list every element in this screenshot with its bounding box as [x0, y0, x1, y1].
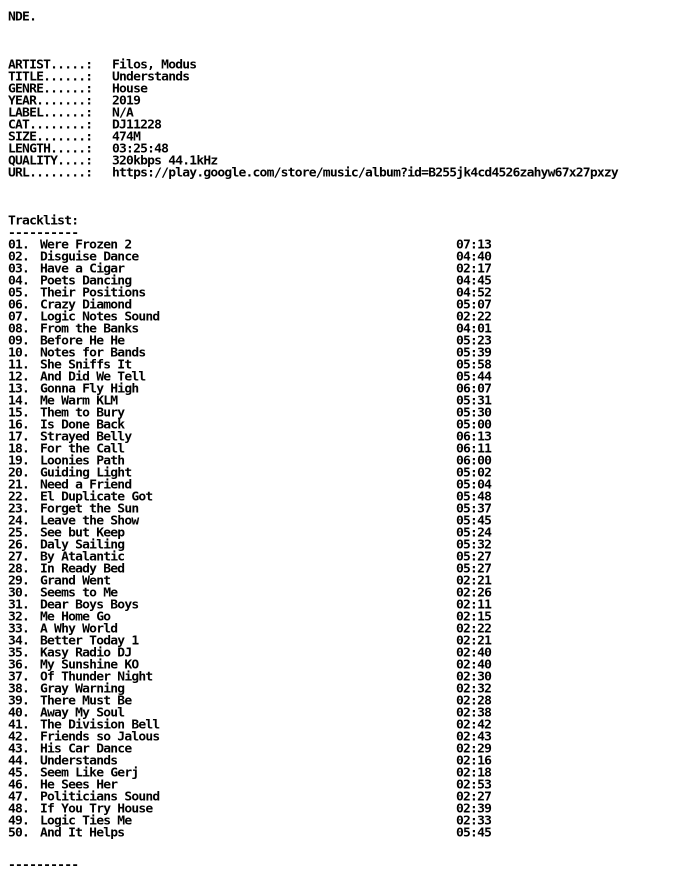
track-duration: 07:13	[456, 238, 492, 252]
meta-value: https://play.google.com/store/music/album?id=B255jk4cd4526zahyw67x27pxzy	[112, 166, 618, 180]
track-number: 07.	[8, 310, 30, 324]
track-title: From the Banks	[40, 322, 139, 336]
track-title: Loonies Path	[40, 454, 125, 468]
track-title: She Sniffs It	[40, 358, 132, 372]
track-title: The Division Bell	[40, 718, 160, 732]
track-number: 32.	[8, 610, 30, 624]
track-number: 23.	[8, 502, 30, 516]
track-number: 35.	[8, 646, 30, 660]
track-duration: 02:15	[456, 610, 492, 624]
track-title: Away My Soul	[40, 706, 125, 720]
track-number: 48.	[8, 802, 30, 816]
track-duration: 02:29	[456, 742, 492, 756]
track-number: 41.	[8, 718, 30, 732]
track-number: 47.	[8, 790, 30, 804]
track-duration: 02:40	[456, 658, 492, 672]
track-title: El Duplicate Got	[40, 490, 153, 504]
track-duration: 02:18	[456, 766, 492, 780]
track-title: Disguise Dance	[40, 250, 139, 264]
track-duration: 02:27	[456, 790, 492, 804]
track-title: Me Home Go	[40, 610, 111, 624]
track-number: 15.	[8, 406, 30, 420]
track-title: Kasy Radio DJ	[40, 646, 132, 660]
track-title: Of Thunder Night	[40, 670, 153, 684]
tracklist-rule: ----------	[8, 226, 79, 240]
meta-value: Understands	[112, 70, 190, 84]
track-number: 22.	[8, 490, 30, 504]
meta-key: ARTIST.....:	[8, 58, 93, 72]
track-title: Dear Boys Boys	[40, 598, 139, 612]
track-number: 39.	[8, 694, 30, 708]
track-duration: 02:26	[456, 586, 492, 600]
track-number: 36.	[8, 658, 30, 672]
track-duration: 02:42	[456, 718, 492, 732]
track-duration: 02:22	[456, 622, 492, 636]
track-duration: 05:37	[456, 502, 492, 516]
track-title: If You Try House	[40, 802, 153, 816]
track-title: Poets Dancing	[40, 274, 132, 288]
track-duration: 06:13	[456, 430, 492, 444]
track-title: He Sees Her	[40, 778, 118, 792]
track-duration: 05:04	[456, 478, 492, 492]
meta-value: 2019	[112, 94, 141, 108]
track-title: A Why World	[40, 622, 118, 636]
meta-value: House	[112, 82, 148, 96]
track-number: 08.	[8, 322, 30, 336]
track-title: Me Warm KLM	[40, 394, 118, 408]
meta-key: CAT........:	[8, 118, 93, 132]
track-number: 17.	[8, 430, 30, 444]
footer-rule: ----------	[8, 858, 79, 872]
track-title: Guiding Light	[40, 466, 132, 480]
track-title: Have a Cigar	[40, 262, 125, 276]
track-title: Grand Went	[40, 574, 111, 588]
track-duration: 05:45	[456, 514, 492, 528]
track-duration: 04:40	[456, 250, 492, 264]
meta-key: QUALITY....:	[8, 154, 93, 168]
track-duration: 06:07	[456, 382, 492, 396]
track-title: Better Today 1	[40, 634, 139, 648]
track-number: 11.	[8, 358, 30, 372]
track-number: 03.	[8, 262, 30, 276]
track-duration: 02:21	[456, 574, 492, 588]
track-duration: 05:00	[456, 418, 492, 432]
track-number: 28.	[8, 562, 30, 576]
track-duration: 02:11	[456, 598, 492, 612]
track-title: Leave the Show	[40, 514, 139, 528]
meta-value: 320kbps 44.1kHz	[112, 154, 218, 168]
track-duration: 02:38	[456, 706, 492, 720]
track-duration: 05:27	[456, 562, 492, 576]
track-duration: 02:33	[456, 814, 492, 828]
meta-key: GENRE......:	[8, 82, 93, 96]
track-duration: 02:21	[456, 634, 492, 648]
track-duration: 05:58	[456, 358, 492, 372]
track-title: Were Frozen 2	[40, 238, 132, 252]
track-number: 44.	[8, 754, 30, 768]
track-title: And It Helps	[40, 826, 125, 840]
track-number: 31.	[8, 598, 30, 612]
track-number: 01.	[8, 238, 30, 252]
track-title: There Must Be	[40, 694, 132, 708]
track-duration: 04:52	[456, 286, 492, 300]
track-duration: 02:16	[456, 754, 492, 768]
track-number: 02.	[8, 250, 30, 264]
track-number: 20.	[8, 466, 30, 480]
meta-key: URL........:	[8, 166, 93, 180]
track-number: 06.	[8, 298, 30, 312]
meta-key: TITLE......:	[8, 70, 93, 84]
track-duration: 06:00	[456, 454, 492, 468]
track-duration: 05:48	[456, 490, 492, 504]
track-number: 45.	[8, 766, 30, 780]
track-duration: 04:45	[456, 274, 492, 288]
meta-key: SIZE.......:	[8, 130, 93, 144]
track-duration: 05:39	[456, 346, 492, 360]
meta-value: 474M	[112, 130, 141, 144]
track-number: 49.	[8, 814, 30, 828]
meta-key: LABEL......:	[8, 106, 93, 120]
track-number: 40.	[8, 706, 30, 720]
track-duration: 02:32	[456, 682, 492, 696]
track-number: 14.	[8, 394, 30, 408]
track-title: Politicians Sound	[40, 790, 160, 804]
track-title: Daly Sailing	[40, 538, 125, 552]
track-number: 29.	[8, 574, 30, 588]
track-duration: 02:43	[456, 730, 492, 744]
track-title: Friends so Jalous	[40, 730, 160, 744]
track-duration: 05:45	[456, 826, 492, 840]
track-title: Gonna Fly High	[40, 382, 139, 396]
track-title: In Ready Bed	[40, 562, 125, 576]
meta-value: Filos, Modus	[112, 58, 197, 72]
track-duration: 02:28	[456, 694, 492, 708]
track-title: See but Keep	[40, 526, 125, 540]
track-number: 16.	[8, 418, 30, 432]
track-number: 13.	[8, 382, 30, 396]
track-duration: 05:24	[456, 526, 492, 540]
track-title: For the Call	[40, 442, 125, 456]
track-number: 42.	[8, 730, 30, 744]
meta-value: DJ11228	[112, 118, 162, 132]
track-title: Understands	[40, 754, 118, 768]
track-number: 37.	[8, 670, 30, 684]
meta-value: 03:25:48	[112, 142, 169, 156]
track-duration: 05:44	[456, 370, 492, 384]
track-title: His Car Dance	[40, 742, 132, 756]
track-title: Seem Like Gerj	[40, 766, 139, 780]
track-title: Crazy Diamond	[40, 298, 132, 312]
track-duration: 05:07	[456, 298, 492, 312]
track-duration: 04:01	[456, 322, 492, 336]
track-duration: 06:11	[456, 442, 492, 456]
track-title: By Atalantic	[40, 550, 125, 564]
track-number: 05.	[8, 286, 30, 300]
track-number: 25.	[8, 526, 30, 540]
track-number: 24.	[8, 514, 30, 528]
track-number: 50.	[8, 826, 30, 840]
track-duration: 02:40	[456, 646, 492, 660]
track-duration: 05:32	[456, 538, 492, 552]
track-duration: 02:53	[456, 778, 492, 792]
track-title: Seems to Me	[40, 586, 118, 600]
meta-key: LENGTH.....:	[8, 142, 93, 156]
track-number: 18.	[8, 442, 30, 456]
track-title: Logic Notes Sound	[40, 310, 160, 324]
track-number: 26.	[8, 538, 30, 552]
track-number: 43.	[8, 742, 30, 756]
track-title: Them to Bury	[40, 406, 125, 420]
track-duration: 02:22	[456, 310, 492, 324]
meta-key: YEAR.......:	[8, 94, 93, 108]
track-duration: 05:02	[456, 466, 492, 480]
track-title: Strayed Belly	[40, 430, 132, 444]
track-title: Forget the Sun	[40, 502, 139, 516]
tracklist-heading: Tracklist:	[8, 214, 79, 228]
track-title: Before He He	[40, 334, 125, 348]
track-duration: 05:30	[456, 406, 492, 420]
document-title: NDE.	[8, 10, 37, 24]
track-number: 04.	[8, 274, 30, 288]
track-duration: 02:30	[456, 670, 492, 684]
track-number: 19.	[8, 454, 30, 468]
track-number: 38.	[8, 682, 30, 696]
track-title: Need a Friend	[40, 478, 132, 492]
track-number: 34.	[8, 634, 30, 648]
track-duration: 02:39	[456, 802, 492, 816]
track-duration: 02:17	[456, 262, 492, 276]
track-title: Their Positions	[40, 286, 146, 300]
track-title: Logic Ties Me	[40, 814, 132, 828]
track-duration: 05:31	[456, 394, 492, 408]
track-number: 09.	[8, 334, 30, 348]
track-number: 33.	[8, 622, 30, 636]
track-title: Is Done Back	[40, 418, 125, 432]
track-duration: 05:27	[456, 550, 492, 564]
track-number: 10.	[8, 346, 30, 360]
track-number: 12.	[8, 370, 30, 384]
track-title: And Did We Tell	[40, 370, 146, 384]
track-number: 27.	[8, 550, 30, 564]
track-number: 30.	[8, 586, 30, 600]
track-title: My Sunshine KO	[40, 658, 139, 672]
meta-value: N/A	[112, 106, 134, 120]
track-title: Gray Warning	[40, 682, 125, 696]
track-title: Notes for Bands	[40, 346, 146, 360]
track-number: 46.	[8, 778, 30, 792]
track-number: 21.	[8, 478, 30, 492]
track-duration: 05:23	[456, 334, 492, 348]
